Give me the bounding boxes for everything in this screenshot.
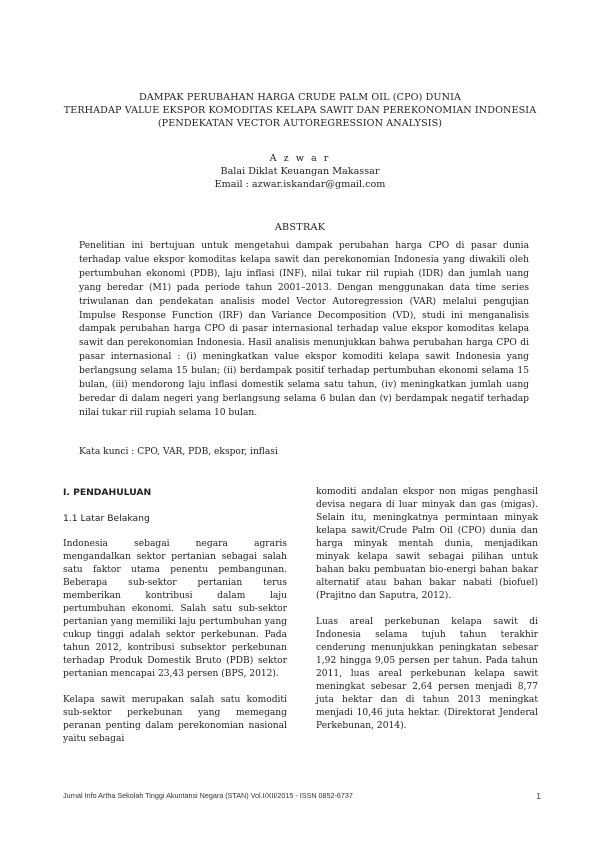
- author-block: [150, 152, 450, 191]
- paper-title: [60, 91, 540, 130]
- left-column: [63, 486, 287, 759]
- subsection-heading: 1.1 Latar Belakang: [63, 513, 150, 524]
- body-paragraph: Kelapa sawit merupakan salah satu komoditi sub-sektor perkebunan yang memegang peranan penting dalam perekonomian nasional yaitu sebagai: [63, 695, 287, 744]
- footer-journal: Jurnal Info Artha Sekolah Tinggi Akuntansi Negara (STAN) Vol.I/XII/2015 - ISSN 0852-6737: [63, 791, 353, 800]
- right-column: [316, 486, 538, 746]
- abstract-text: Penelitian ini bertujuan untuk mengetahui dampak perubahan harga CPO di pasar dunia terhadap value ekspor komoditas kelapa sawit dan perekonomian Indonesia yang diwakili oleh pertumbuhan ekonomi (PDB), laju inflasi (INF), nilai tukar riil rupiah (IDR) dan jumlah uang yang beredar (M1) pada periode tahun 2001–2013. Dengan menggunakan data time series triwulanan dan pendekatan analisis model Vector Autoregression (VAR) melalui pengujian Impulse Response Function (IRF) dan Variance Decomposition (VD), studi ini menganalisis dampak perubahan harga CPO di pasar internasional terhadap value ekspor komoditas kelapa sawit dan perekonomian Indonesia. Hasil analisis menunjukkan bahwa perubahan harga CPO di pasar internasional : (i) meningkatkan value ekspor komoditi kelapa sawit Indonesia yang berlangsung selama 15 bulan; (ii) berdampak positif terhadap pertumbuhan ekonomi selama 15 bulan, (iii) mendorong laju inflasi domestik selama satu tahun, (iv) meningkatkan jumlah uang beredar di dalam negeri yang berlangsung selama 6 bulan dan (v) berdampak negatif terhadap nilai tukar riil rupiah selama 10 bulan.: [79, 241, 529, 418]
- keywords: Kata kunci : CPO, VAR, PDB, ekspor, inflasi: [79, 447, 278, 457]
- author-email: Email : azwar.iskandar@gmail.com: [214, 179, 386, 190]
- abstract-heading: ABSTRAK: [274, 222, 326, 233]
- author-name: A z w a r: [269, 153, 331, 164]
- body-paragraph: Indonesia sebagai negara agraris mengandalkan sektor pertanian sebagai salah satu faktor utama penentu pembangunan. Beberapa sub-sektor pertanian terus memberikan kontribusi dalam laju pertumbuhan ekonomi. Salah satu sub-sektor pertanian yang memiliki laju pertumbuhan yang cukup tinggi adalah sektor perkebunan. Pada tahun 2012, kontribusi subsektor perkebunan terhadap Produk Domestik Bruto (PDB) sektor pertanian mencapai 23,43 persen (BPS, 2012).: [63, 539, 287, 679]
- author-affiliation: Balai Diklat Keuangan Makassar: [220, 166, 380, 177]
- section-heading: I. PENDAHULUAN: [63, 487, 152, 498]
- page-number: 1: [536, 791, 541, 801]
- abstract-body: [79, 240, 529, 421]
- body-paragraph: Luas areal perkebunan kelapa sawit di Indonesia selama tujuh tahun terakhir cenderung menunjukkan peningkatan sebesar 1,92 hingga 9,05 persen per tahun. Pada tahun 2011, luas areal perkebunan kelapa sawit meningkat sebesar 2,64 persen menjadi 8,77 juta hektar dan di tahun 2013 meningkat menjadi 10,46 juta hektar. (Direktorat Jenderal Perkebunan, 2014).: [316, 617, 538, 731]
- title-line-1: DAMPAK PERUBAHAN HARGA CRUDE PALM OIL (CPO) DUNIA: [138, 92, 461, 103]
- body-paragraph: komoditi andalan ekspor non migas penghasil devisa negara di luar minyak dan gas (migas). Selain itu, meningkatnya permintaan minyak kelapa sawit/Crude Palm Oil (CPO) dunia dan harga minyak mentah dunia, menjadikan minyak kelapa sawit sebagai pilihan untuk bahan baku pembuatan bio-energi bahan bakar alternatif atau bahan bakar nabati (biofuel) (Prajitno dan Saputra, 2012).: [316, 487, 538, 601]
- title-line-2: TERHADAP VALUE EKSPOR KOMODITAS KELAPA SAWIT DAN PEREKONOMIAN INDONESIA: [63, 105, 537, 116]
- title-line-3: (PENDEKATAN VECTOR AUTOREGRESSION ANALYSIS): [157, 118, 443, 129]
